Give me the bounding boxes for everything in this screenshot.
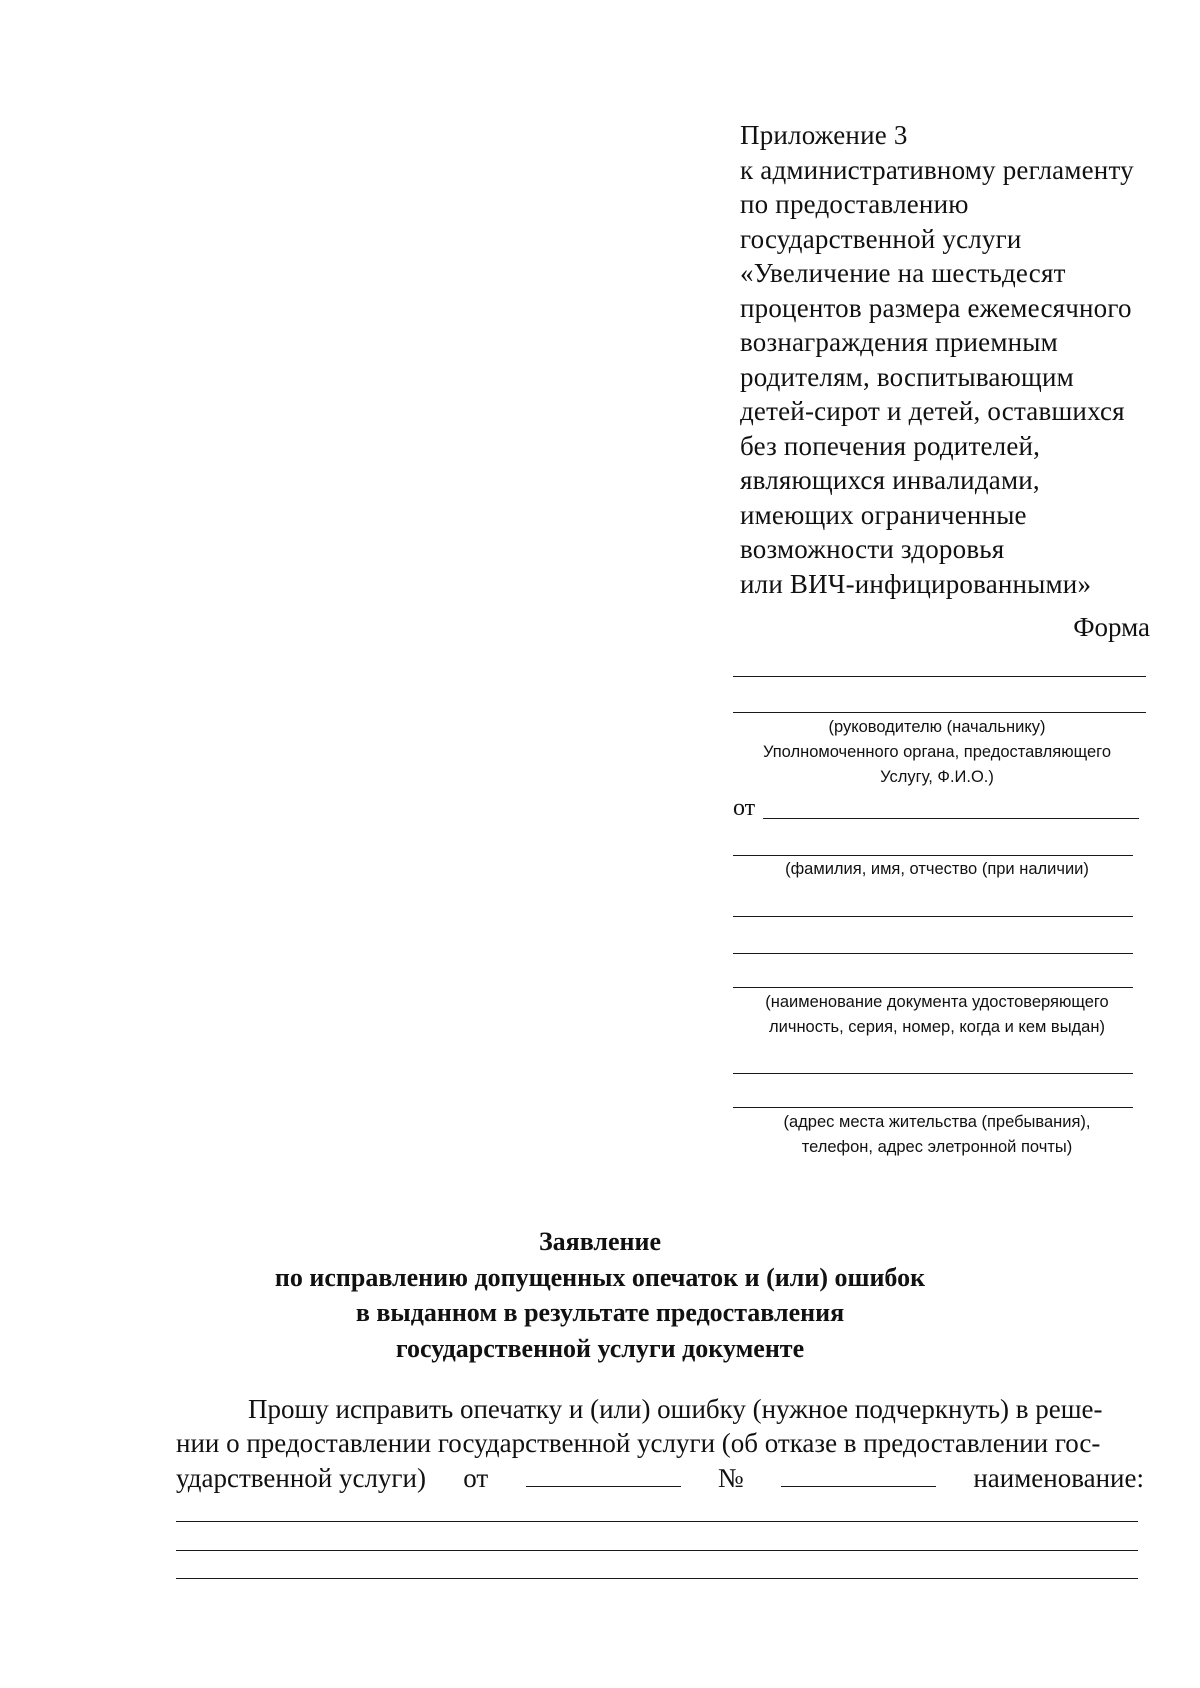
- applicant-address-line-1[interactable]: [733, 1073, 1133, 1074]
- appendix-line: вознаграждения приемным: [740, 327, 1058, 357]
- appendix-line: являющихся инвалидами,: [740, 465, 1040, 495]
- document-name-line-2[interactable]: [176, 1550, 1138, 1551]
- appendix-line: по предоставлению: [740, 189, 969, 219]
- applicant-address-caption: (адрес места жительства (пребывания), телефон, адрес элетронной почты): [783, 1113, 1091, 1156]
- date-blank[interactable]: [526, 1460, 681, 1487]
- appendix-line: возможности здоровья: [740, 534, 1005, 564]
- statement-title: Заявление по исправлению допущенных опечаток и (или) ошибок в выданном в результате предоставления государственной услуги документе: [274, 1227, 926, 1363]
- date-from-label: от: [463, 1463, 489, 1493]
- appendix-line: «Увеличение на шестьдесят: [740, 258, 1066, 288]
- statement-body-line-3: [176, 1460, 1144, 1496]
- document-name-line-1[interactable]: [176, 1521, 1138, 1522]
- applicant-from-line[interactable]: [763, 818, 1139, 819]
- addressee-blank-line-2[interactable]: [733, 712, 1146, 713]
- service-text: ударственной услуги): [176, 1463, 426, 1493]
- applicant-address-line-2[interactable]: [733, 1107, 1133, 1108]
- form-label: Форма: [1073, 612, 1150, 642]
- appendix-line: имеющих ограниченные: [740, 499, 1027, 530]
- appendix-line: процентов размера ежемесячного: [740, 292, 1132, 323]
- appendix-header: [740, 118, 1160, 601]
- applicant-document-line-1[interactable]: [733, 916, 1133, 917]
- applicant-name-line[interactable]: [733, 855, 1133, 856]
- document-name-line-3[interactable]: [176, 1578, 1138, 1579]
- appendix-line: Приложение 3: [740, 120, 908, 150]
- statement-body-line-2: нии о предоставлении государственной услуги (об отказе в предоставлении гос-: [176, 1428, 1101, 1458]
- appendix-line: родителям, воспитывающим: [740, 361, 1074, 392]
- applicant-document-line-3[interactable]: [733, 987, 1133, 988]
- from-label: от: [733, 795, 756, 821]
- name-label: наименование:: [973, 1463, 1144, 1493]
- appendix-line: или ВИЧ-инфицированными»: [740, 568, 1092, 599]
- applicant-name-caption: (фамилия, имя, отчество (при наличии): [785, 860, 1089, 878]
- applicant-document-caption: (наименование документа удостоверяющего личность, серия, номер, когда и кем выдан): [765, 993, 1109, 1036]
- number-blank[interactable]: [781, 1460, 936, 1487]
- statement-body-line-1: Прошу исправить опечатку и (или) ошибку (нужное подчеркнуть) в реше-: [248, 1394, 1103, 1424]
- appendix-line: к административному регламенту: [740, 154, 1134, 185]
- addressee-blank-line-1[interactable]: [733, 676, 1146, 677]
- appendix-line: государственной услуги: [740, 223, 1022, 254]
- appendix-line: без попечения родителей,: [740, 430, 1041, 461]
- appendix-line: детей-сирот и детей, оставшихся: [740, 396, 1125, 426]
- applicant-document-line-2[interactable]: [733, 953, 1133, 954]
- number-label: №: [717, 1463, 744, 1493]
- addressee-caption: (руководителю (начальнику) Уполномоченного органа, предоставляющего Услугу, Ф.И.О.): [762, 718, 1112, 786]
